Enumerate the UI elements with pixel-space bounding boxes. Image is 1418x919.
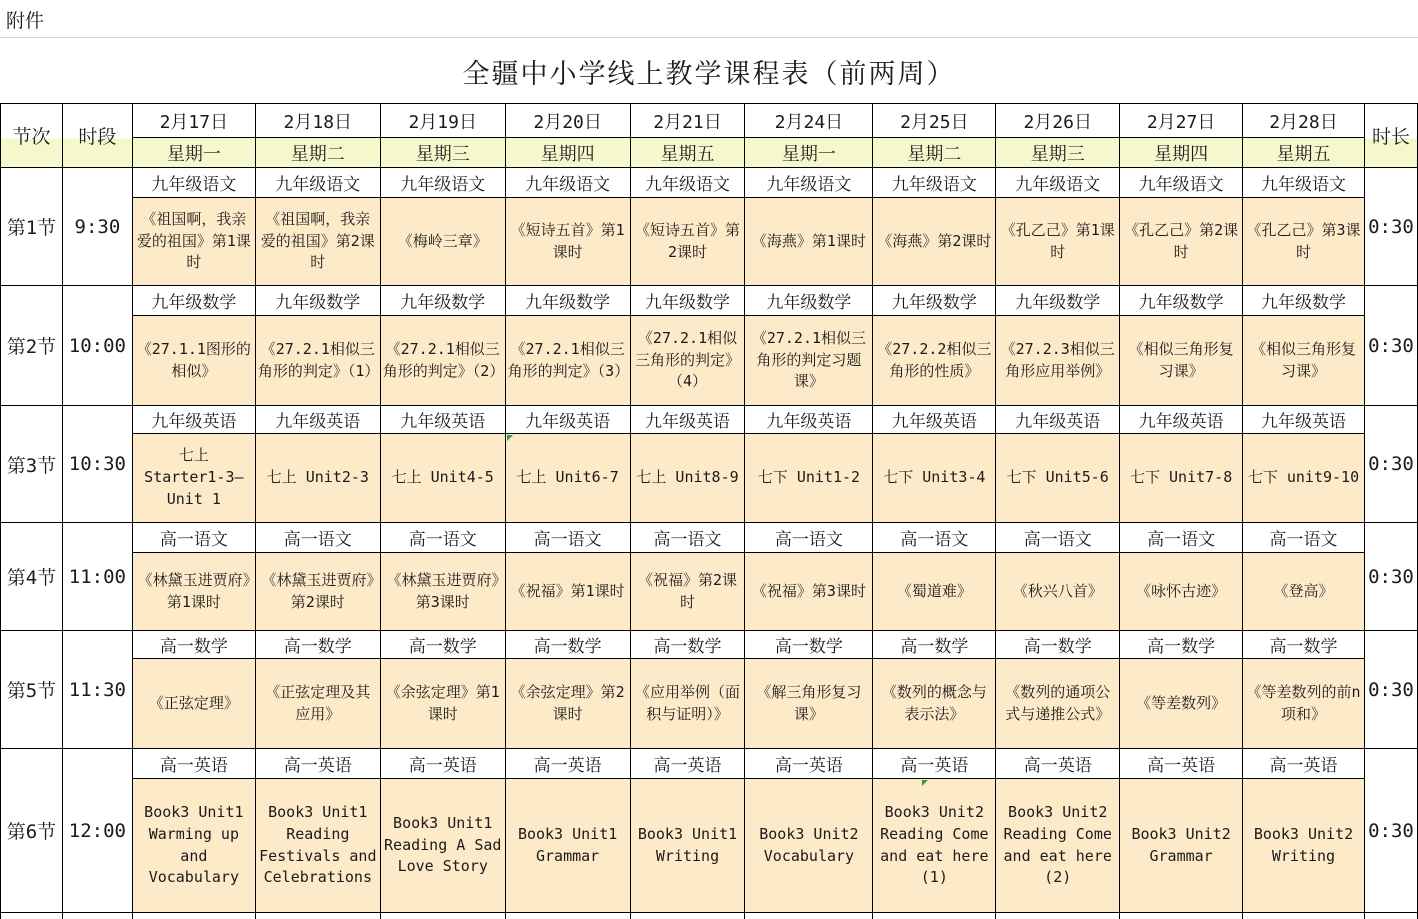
subject-cell: 九年级英语: [1120, 406, 1243, 434]
subject-cell: 九年级语文: [1120, 168, 1243, 198]
subject-cell: 九年级数学: [745, 286, 873, 316]
lesson-cell: 七下 Unit3-4: [873, 434, 996, 523]
subject-cell: 高一数学: [380, 631, 505, 659]
subject-cell: 高一数学: [996, 631, 1120, 659]
subject-cell: 九年级语文: [745, 168, 873, 198]
subject-cell: 高一英语: [1120, 749, 1243, 779]
subject-cell: 高一数学: [132, 631, 255, 659]
subject-cell: 九年级数学: [996, 286, 1120, 316]
weekday-cell: 星期二: [873, 138, 996, 168]
lesson-cell: Book3 Unit1 Reading Festivals and Celebrations: [255, 779, 380, 913]
lesson-cell: 《林黛玉进贾府》第3课时: [380, 553, 505, 631]
subject-cell: 高一英语: [380, 749, 505, 779]
stub-cell: [255, 913, 380, 919]
stub-cell: [630, 913, 745, 919]
lesson-cell: 《祖国啊，我亲爱的祖国》第2课时: [255, 198, 380, 286]
duration-column-header: 时长: [1364, 104, 1417, 168]
lesson-cell: Book3 Unit2 Reading Come and eat here (1): [873, 779, 996, 913]
subject-cell: 高一数学: [873, 631, 996, 659]
subject-cell: 高一英语: [630, 749, 745, 779]
stub-cell: [1120, 913, 1243, 919]
lesson-cell: Book3 Unit2 Vocabulary: [745, 779, 873, 913]
subject-cell: 九年级数学: [380, 286, 505, 316]
excel-error-marker: [922, 780, 928, 786]
lesson-cell: 七下 Unit1-2: [745, 434, 873, 523]
weekday-cell: 星期三: [996, 138, 1120, 168]
subject-cell: 高一语文: [630, 523, 745, 553]
lesson-cell: 《祝福》第2课时: [630, 553, 745, 631]
page-title: 全疆中小学线上教学课程表（前两周）: [462, 59, 956, 90]
subject-cell: 高一语文: [873, 523, 996, 553]
subject-cell: 九年级语文: [996, 168, 1120, 198]
period-label: 第2节: [1, 286, 63, 406]
lesson-cell: 《登高》: [1243, 553, 1365, 631]
lesson-cell: 《27.2.1相似三角形的判定》（3）: [505, 316, 630, 406]
subject-cell: 九年级语文: [1243, 168, 1365, 198]
subject-cell: 九年级英语: [505, 406, 630, 434]
stub-cell: [1, 913, 63, 919]
duration-cell: 0:30: [1364, 168, 1417, 286]
lesson-cell: Book3 Unit1 Grammar: [505, 779, 630, 913]
date-cell: 2月18日: [255, 104, 380, 138]
lesson-cell: 《等差数列》: [1120, 659, 1243, 749]
weekday-cell: 星期一: [132, 138, 255, 168]
lesson-cell: 《应用举例（面积与证明）》: [630, 659, 745, 749]
lesson-cell: 《秋兴八首》: [996, 553, 1120, 631]
subject-cell: 高一英语: [1243, 749, 1365, 779]
weekday-cell: 星期四: [505, 138, 630, 168]
subject-cell: 九年级数学: [1120, 286, 1243, 316]
subject-cell: 九年级语文: [505, 168, 630, 198]
divider: [0, 37, 1418, 38]
lesson-cell: 《短诗五首》第1课时: [505, 198, 630, 286]
stub-cell: [62, 913, 132, 919]
subject-cell: 高一英语: [255, 749, 380, 779]
lesson-cell: 《27.1.1图形的相似》: [132, 316, 255, 406]
subject-cell: 九年级数学: [630, 286, 745, 316]
lesson-cell: 七上 Unit4-5: [380, 434, 505, 523]
lesson-cell: 《27.2.1相似三角形的判定》（1）: [255, 316, 380, 406]
stub-cell: [745, 913, 873, 919]
lesson-cell: Book3 Unit2 Reading Come and eat here (2): [996, 779, 1120, 913]
date-cell: 2月19日: [380, 104, 505, 138]
stub-cell: [380, 913, 505, 919]
duration-cell: 0:30: [1364, 631, 1417, 749]
subject-cell: 高一数学: [745, 631, 873, 659]
lesson-cell: 《海燕》第2课时: [873, 198, 996, 286]
subject-cell: 九年级语文: [255, 168, 380, 198]
time-label: 10:30: [62, 406, 132, 523]
lesson-cell: 《相似三角形复习课》: [1120, 316, 1243, 406]
period-column-header: 节次: [1, 104, 63, 168]
lesson-cell: 《27.2.1相似三角形的判定》（4）: [630, 316, 745, 406]
subject-cell: 高一数学: [255, 631, 380, 659]
subject-cell: 九年级英语: [255, 406, 380, 434]
subject-cell: 高一语文: [255, 523, 380, 553]
weekday-cell: 星期四: [1120, 138, 1243, 168]
lesson-cell: 七上 Unit8-9: [630, 434, 745, 523]
time-label: 11:30: [62, 631, 132, 749]
lesson-cell: 《正弦定理》: [132, 659, 255, 749]
lesson-cell: Book3 Unit1 Writing: [630, 779, 745, 913]
time-label: 12:00: [62, 749, 132, 913]
lesson-cell: 七上 Unit2-3: [255, 434, 380, 523]
stub-cell: [996, 913, 1120, 919]
subject-cell: 九年级语文: [630, 168, 745, 198]
subject-cell: 高一语文: [1243, 523, 1365, 553]
period-label: 第4节: [1, 523, 63, 631]
subject-cell: 高一语文: [1120, 523, 1243, 553]
date-cell: 2月21日: [630, 104, 745, 138]
subject-cell: 高一语文: [745, 523, 873, 553]
subject-cell: 高一英语: [996, 749, 1120, 779]
subject-cell: 高一英语: [505, 749, 630, 779]
lesson-cell: Book3 Unit1 Reading A Sad Love Story: [380, 779, 505, 913]
weekday-cell: 星期一: [745, 138, 873, 168]
lesson-cell: 《林黛玉进贾府》第1课时: [132, 553, 255, 631]
date-cell: 2月20日: [505, 104, 630, 138]
stub-cell: [873, 913, 996, 919]
lesson-cell: 《孔乙己》第2课时: [1120, 198, 1243, 286]
time-label: 9:30: [62, 168, 132, 286]
attachment-label: 附件: [6, 10, 45, 32]
period-label: 第3节: [1, 406, 63, 523]
time-label: 11:00: [62, 523, 132, 631]
subject-cell: 九年级英语: [132, 406, 255, 434]
date-cell: 2月24日: [745, 104, 873, 138]
lesson-cell: 《短诗五首》第2课时: [630, 198, 745, 286]
period-label: 第6节: [1, 749, 63, 913]
date-cell: 2月27日: [1120, 104, 1243, 138]
subject-cell: 九年级数学: [1243, 286, 1365, 316]
lesson-cell: 《解三角形复习课》: [745, 659, 873, 749]
lesson-cell: 《梅岭三章》: [380, 198, 505, 286]
weekday-cell: 星期五: [630, 138, 745, 168]
timetable: [0, 103, 1418, 919]
subject-cell: 九年级数学: [132, 286, 255, 316]
subject-cell: 高一数学: [1120, 631, 1243, 659]
duration-cell: 0:30: [1364, 286, 1417, 406]
subject-cell: 九年级英语: [873, 406, 996, 434]
subject-cell: 九年级语文: [132, 168, 255, 198]
subject-cell: 九年级英语: [996, 406, 1120, 434]
lesson-cell: Book3 Unit2 Grammar: [1120, 779, 1243, 913]
subject-cell: 高一语文: [132, 523, 255, 553]
date-cell: 2月26日: [996, 104, 1120, 138]
subject-cell: 九年级英语: [380, 406, 505, 434]
lesson-cell: 《27.2.1相似三角形的判定》（2）: [380, 316, 505, 406]
lesson-cell: 七下 unit9-10: [1243, 434, 1365, 523]
duration-cell: 0:30: [1364, 406, 1417, 523]
lesson-cell: Book3 Unit2 Writing: [1243, 779, 1365, 913]
lesson-cell: Book3 Unit1 Warming up and Vocabulary: [132, 779, 255, 913]
lesson-cell: 《数列的通项公式与递推公式》: [996, 659, 1120, 749]
lesson-cell: 《27.2.1相似三角形的判定习题课》: [745, 316, 873, 406]
lesson-cell: 《余弦定理》第2课时: [505, 659, 630, 749]
stub-cell: [1243, 913, 1365, 919]
duration-cell: 0:30: [1364, 749, 1417, 913]
subject-cell: 九年级数学: [505, 286, 630, 316]
subject-cell: 九年级数学: [255, 286, 380, 316]
weekday-cell: 星期二: [255, 138, 380, 168]
lesson-cell: 《孔乙己》第1课时: [996, 198, 1120, 286]
lesson-cell: 七下 Unit5-6: [996, 434, 1120, 523]
subject-cell: 高一数学: [505, 631, 630, 659]
subject-cell: 九年级数学: [873, 286, 996, 316]
lesson-cell: 《正弦定理及其应用》: [255, 659, 380, 749]
duration-cell: 0:30: [1364, 523, 1417, 631]
lesson-cell: 七上 Starter1-3—Unit 1: [132, 434, 255, 523]
date-cell: 2月25日: [873, 104, 996, 138]
stub-cell: [1364, 913, 1417, 919]
lesson-cell: 七上 Unit6-7: [505, 434, 630, 523]
stub-cell: [505, 913, 630, 919]
subject-cell: 高一英语: [873, 749, 996, 779]
time-column-header: 时段: [62, 104, 132, 168]
subject-cell: 高一英语: [745, 749, 873, 779]
subject-cell: 九年级语文: [380, 168, 505, 198]
lesson-cell: 《孔乙己》第3课时: [1243, 198, 1365, 286]
period-label: 第1节: [1, 168, 63, 286]
excel-error-marker: [507, 435, 513, 441]
subject-cell: 九年级语文: [873, 168, 996, 198]
subject-cell: 九年级英语: [630, 406, 745, 434]
lesson-cell: 《数列的概念与表示法》: [873, 659, 996, 749]
lesson-cell: 《咏怀古迹》: [1120, 553, 1243, 631]
date-cell: 2月17日: [132, 104, 255, 138]
lesson-cell: 《祝福》第3课时: [745, 553, 873, 631]
period-label: 第5节: [1, 631, 63, 749]
subject-cell: 高一英语: [132, 749, 255, 779]
lesson-cell: 《27.2.3相似三角形应用举例》: [996, 316, 1120, 406]
weekday-cell: 星期三: [380, 138, 505, 168]
subject-cell: 九年级英语: [745, 406, 873, 434]
subject-cell: 九年级英语: [1243, 406, 1365, 434]
subject-cell: 高一数学: [1243, 631, 1365, 659]
lesson-cell: 《余弦定理》第1课时: [380, 659, 505, 749]
time-label: 10:00: [62, 286, 132, 406]
lesson-cell: 《相似三角形复习课》: [1243, 316, 1365, 406]
lesson-cell: 《等差数列的前n项和》: [1243, 659, 1365, 749]
lesson-cell: 七下 Unit7-8: [1120, 434, 1243, 523]
subject-cell: 高一语文: [505, 523, 630, 553]
subject-cell: 高一语文: [996, 523, 1120, 553]
subject-cell: 高一语文: [380, 523, 505, 553]
lesson-cell: 《蜀道难》: [873, 553, 996, 631]
lesson-cell: 《海燕》第1课时: [745, 198, 873, 286]
lesson-cell: 《祝福》第1课时: [505, 553, 630, 631]
lesson-cell: 《林黛玉进贾府》第2课时: [255, 553, 380, 631]
stub-cell: [132, 913, 255, 919]
lesson-cell: 《27.2.2相似三角形的性质》: [873, 316, 996, 406]
subject-cell: 高一数学: [630, 631, 745, 659]
date-cell: 2月28日: [1243, 104, 1365, 138]
lesson-cell: 《祖国啊，我亲爱的祖国》第1课时: [132, 198, 255, 286]
weekday-cell: 星期五: [1243, 138, 1365, 168]
